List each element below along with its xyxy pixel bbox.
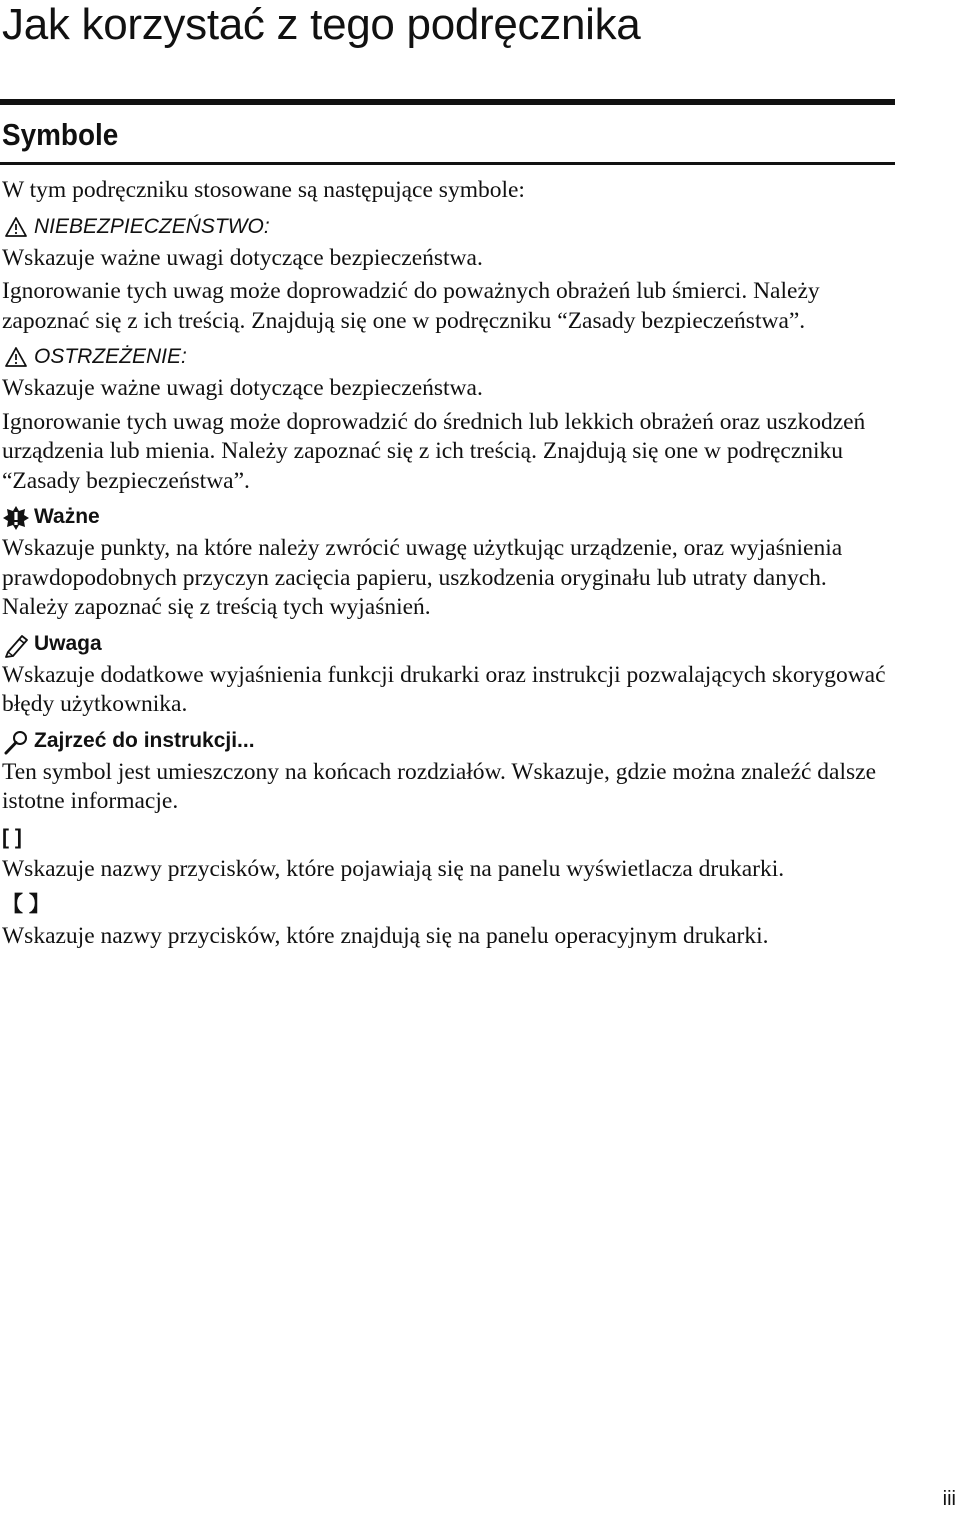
note-text: Wskazuje dodatkowe wyjaśnienia funkcji drukarki oraz instrukcji pozwalających skorygować błędy użytkownika. (2, 661, 886, 717)
warning-triangle-icon (2, 215, 30, 239)
important-text: Wskazuje punkty, na które należy zwrócić uwagę użytkując urządzenie, oraz wyjaśnienia prawdopodobnych przyczyn zacięcia papieru, uszkodzenia oryginału lub utraty danych. Należy zapoznać się z treścią tych wyjaśnień. (2, 535, 843, 620)
pencil-icon (2, 632, 30, 656)
caution-label: OSTRZEŻENIE: (34, 345, 187, 368)
important-burst-icon (2, 505, 30, 529)
danger-line1: Wskazuje ważne uwagi dotyczące bezpieczeństwa. (2, 244, 483, 271)
display-keys-text: Wskazuje nazwy przycisków, które pojawiają się na panelu wyświetlacza drukarki. (2, 855, 785, 882)
display-keys-label: [ ] (2, 825, 22, 849)
note-label: Uwaga (34, 631, 102, 655)
page-title: Jak korzystać z tego podręcznika (2, 0, 641, 49)
page-number: iii (942, 1488, 956, 1510)
panel-keys-header (2, 892, 892, 918)
display-keys-header (2, 825, 892, 851)
panel-keys-label: 【 】 (2, 893, 50, 916)
section-rule (0, 162, 895, 165)
caution-line1: Wskazuje ważne uwagi dotyczące bezpieczeństwa. (2, 375, 483, 401)
section-heading: Symbole (2, 117, 119, 152)
danger-header (2, 214, 892, 240)
intro-text: W tym podręczniku stosowane są następujące symbole: (2, 177, 525, 203)
important-header (2, 504, 892, 530)
note-header (2, 631, 892, 657)
magnifier-icon (2, 729, 30, 753)
reference-label: Zajrzeć do instrukcji... (34, 728, 255, 752)
panel-keys-text: Wskazuje nazwy przycisków, które znajdują się na panelu operacyjnym drukarki. (2, 923, 769, 949)
important-label: Ważne (34, 505, 100, 528)
caution-header (2, 344, 892, 370)
danger-text: Ignorowanie tych uwag może doprowadzić do poważnych obrażeń lub śmierci. Należy zapoznać się z ich treścią. Znajdują się one w podręczniku “Zasady bezpieczeństwa”. (2, 278, 820, 334)
danger-label: NIEBEZPIECZEŃSTWO: (34, 214, 270, 238)
reference-text: Ten symbol jest umieszczony na końcach rozdziałów. Wskazuje, gdzie można znaleźć dalsze istotne informacje. (2, 758, 877, 814)
reference-header (2, 728, 892, 754)
title-rule (0, 99, 895, 105)
warning-triangle-icon (2, 345, 30, 369)
caution-text: Ignorowanie tych uwag może doprowadzić do średnich lub lekkich obrażeń oraz uszkodzeń urządzenia lub mienia. Należy zapoznać się z ich treścią. Znajdują się one w podręczniku “Zasady bezpieczeństwa”. (2, 408, 866, 494)
content (2, 176, 892, 952)
